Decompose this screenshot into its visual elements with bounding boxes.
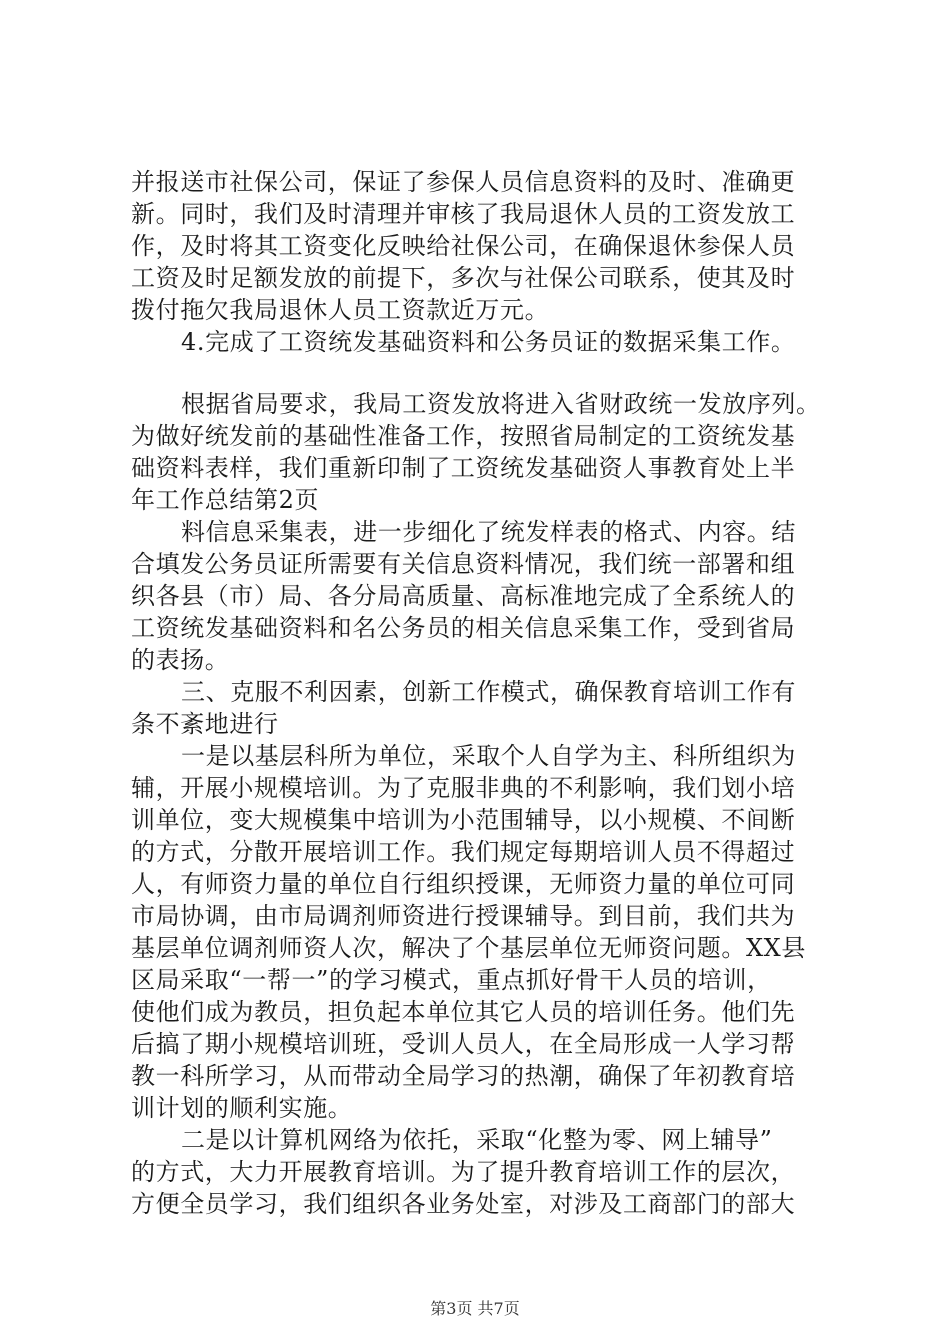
text-line: 料信息采集表，进一步细化了统发样表的格式、内容。结 — [181, 518, 796, 546]
text-line: 的方式，大力开展教育培训。为了提升教育培训工作的层次， — [131, 1158, 796, 1186]
body-text — [131, 166, 831, 1220]
text-line: 为做好统发前的基础性准备工作，按照省局制定的工资统发基 — [131, 422, 796, 450]
text-line: 后搞了期小规模培训班，受训人员人，在全局形成一人学习帮 — [131, 1030, 796, 1058]
text-line: 人，有师资力量的单位自行组织授课，无师资力量的单位可同 — [131, 870, 796, 898]
text-line: 二是以计算机网络为依托，采取“化整为零、网上辅导” — [181, 1126, 773, 1154]
item-heading-4: 4.完成了工资统发基础资料和公务员证的数据采集工作。 — [181, 328, 796, 356]
page-number-footer: 第3页 共7页 — [430, 1299, 520, 1318]
text-line: 辅，开展小规模培训。为了克服非典的不利影响，我们划小培 — [131, 774, 796, 802]
text-line: 织各县（市）局、各分局高质量、高标准地完成了全系统人的 — [131, 582, 796, 610]
text-line: 一是以基层科所为单位，采取个人自学为主、科所组织为 — [181, 742, 796, 770]
text-line: 并报送市社保公司，保证了参保人员信息资料的及时、准确更 — [131, 168, 796, 196]
text-line: 教一科所学习，从而带动全局学习的热潮，确保了年初教育培 — [131, 1062, 796, 1090]
text-line: 根据省局要求，我局工资发放将进入省财政统一发放序列。 — [181, 390, 821, 418]
text-line: 区局采取“一帮一”的学习模式，重点抓好骨干人员的培训， — [131, 966, 772, 994]
text-line: 的方式，分散开展培训工作。我们规定每期培训人员不得超过 — [131, 838, 796, 866]
text-line: 训计划的顺利实施。 — [131, 1094, 353, 1122]
text-line: 使他们成为教员，担负起本单位其它人员的培训任务。他们先 — [131, 998, 796, 1026]
paragraph-gap — [131, 358, 831, 388]
text-line: 作，及时将其工资变化反映给社保公司，在确保退休参保人员 — [131, 232, 796, 260]
text-line: 年工作总结第2页 — [131, 486, 320, 514]
section-heading-3-cont: 条不紊地进行 — [131, 710, 279, 738]
text-line: 新。同时，我们及时清理并审核了我局退休人员的工资发放工 — [131, 200, 796, 228]
section-heading-3: 三、克服不利因素，创新工作模式，确保教育培训工作有 — [181, 678, 796, 706]
text-line: 训单位，变大规模集中培训为小范围辅导，以小规模、不间断 — [131, 806, 796, 834]
text-line: 市局协调，由市局调剂师资进行授课辅导。到目前，我们共为 — [131, 902, 796, 930]
text-line: 础资料表样，我们重新印制了工资统发基础资人事教育处上半 — [131, 454, 796, 482]
text-line: 工资统发基础资料和名公务员的相关信息采集工作，受到省局 — [131, 614, 796, 642]
text-line: 的表扬。 — [131, 646, 230, 674]
text-line: 方便全员学习，我们组织各业务处室，对涉及工商部门的部大 — [131, 1190, 796, 1218]
text-line: 基层单位调剂师资人次，解决了个基层单位无师资问题。XX县 — [131, 934, 806, 962]
text-line: 拨付拖欠我局退休人员工资款近万元。 — [131, 296, 550, 324]
text-line: 合填发公务员证所需要有关信息资料情况，我们统一部署和组 — [131, 550, 796, 578]
text-line: 工资及时足额发放的前提下，多次与社保公司联系，使其及时 — [131, 264, 796, 292]
